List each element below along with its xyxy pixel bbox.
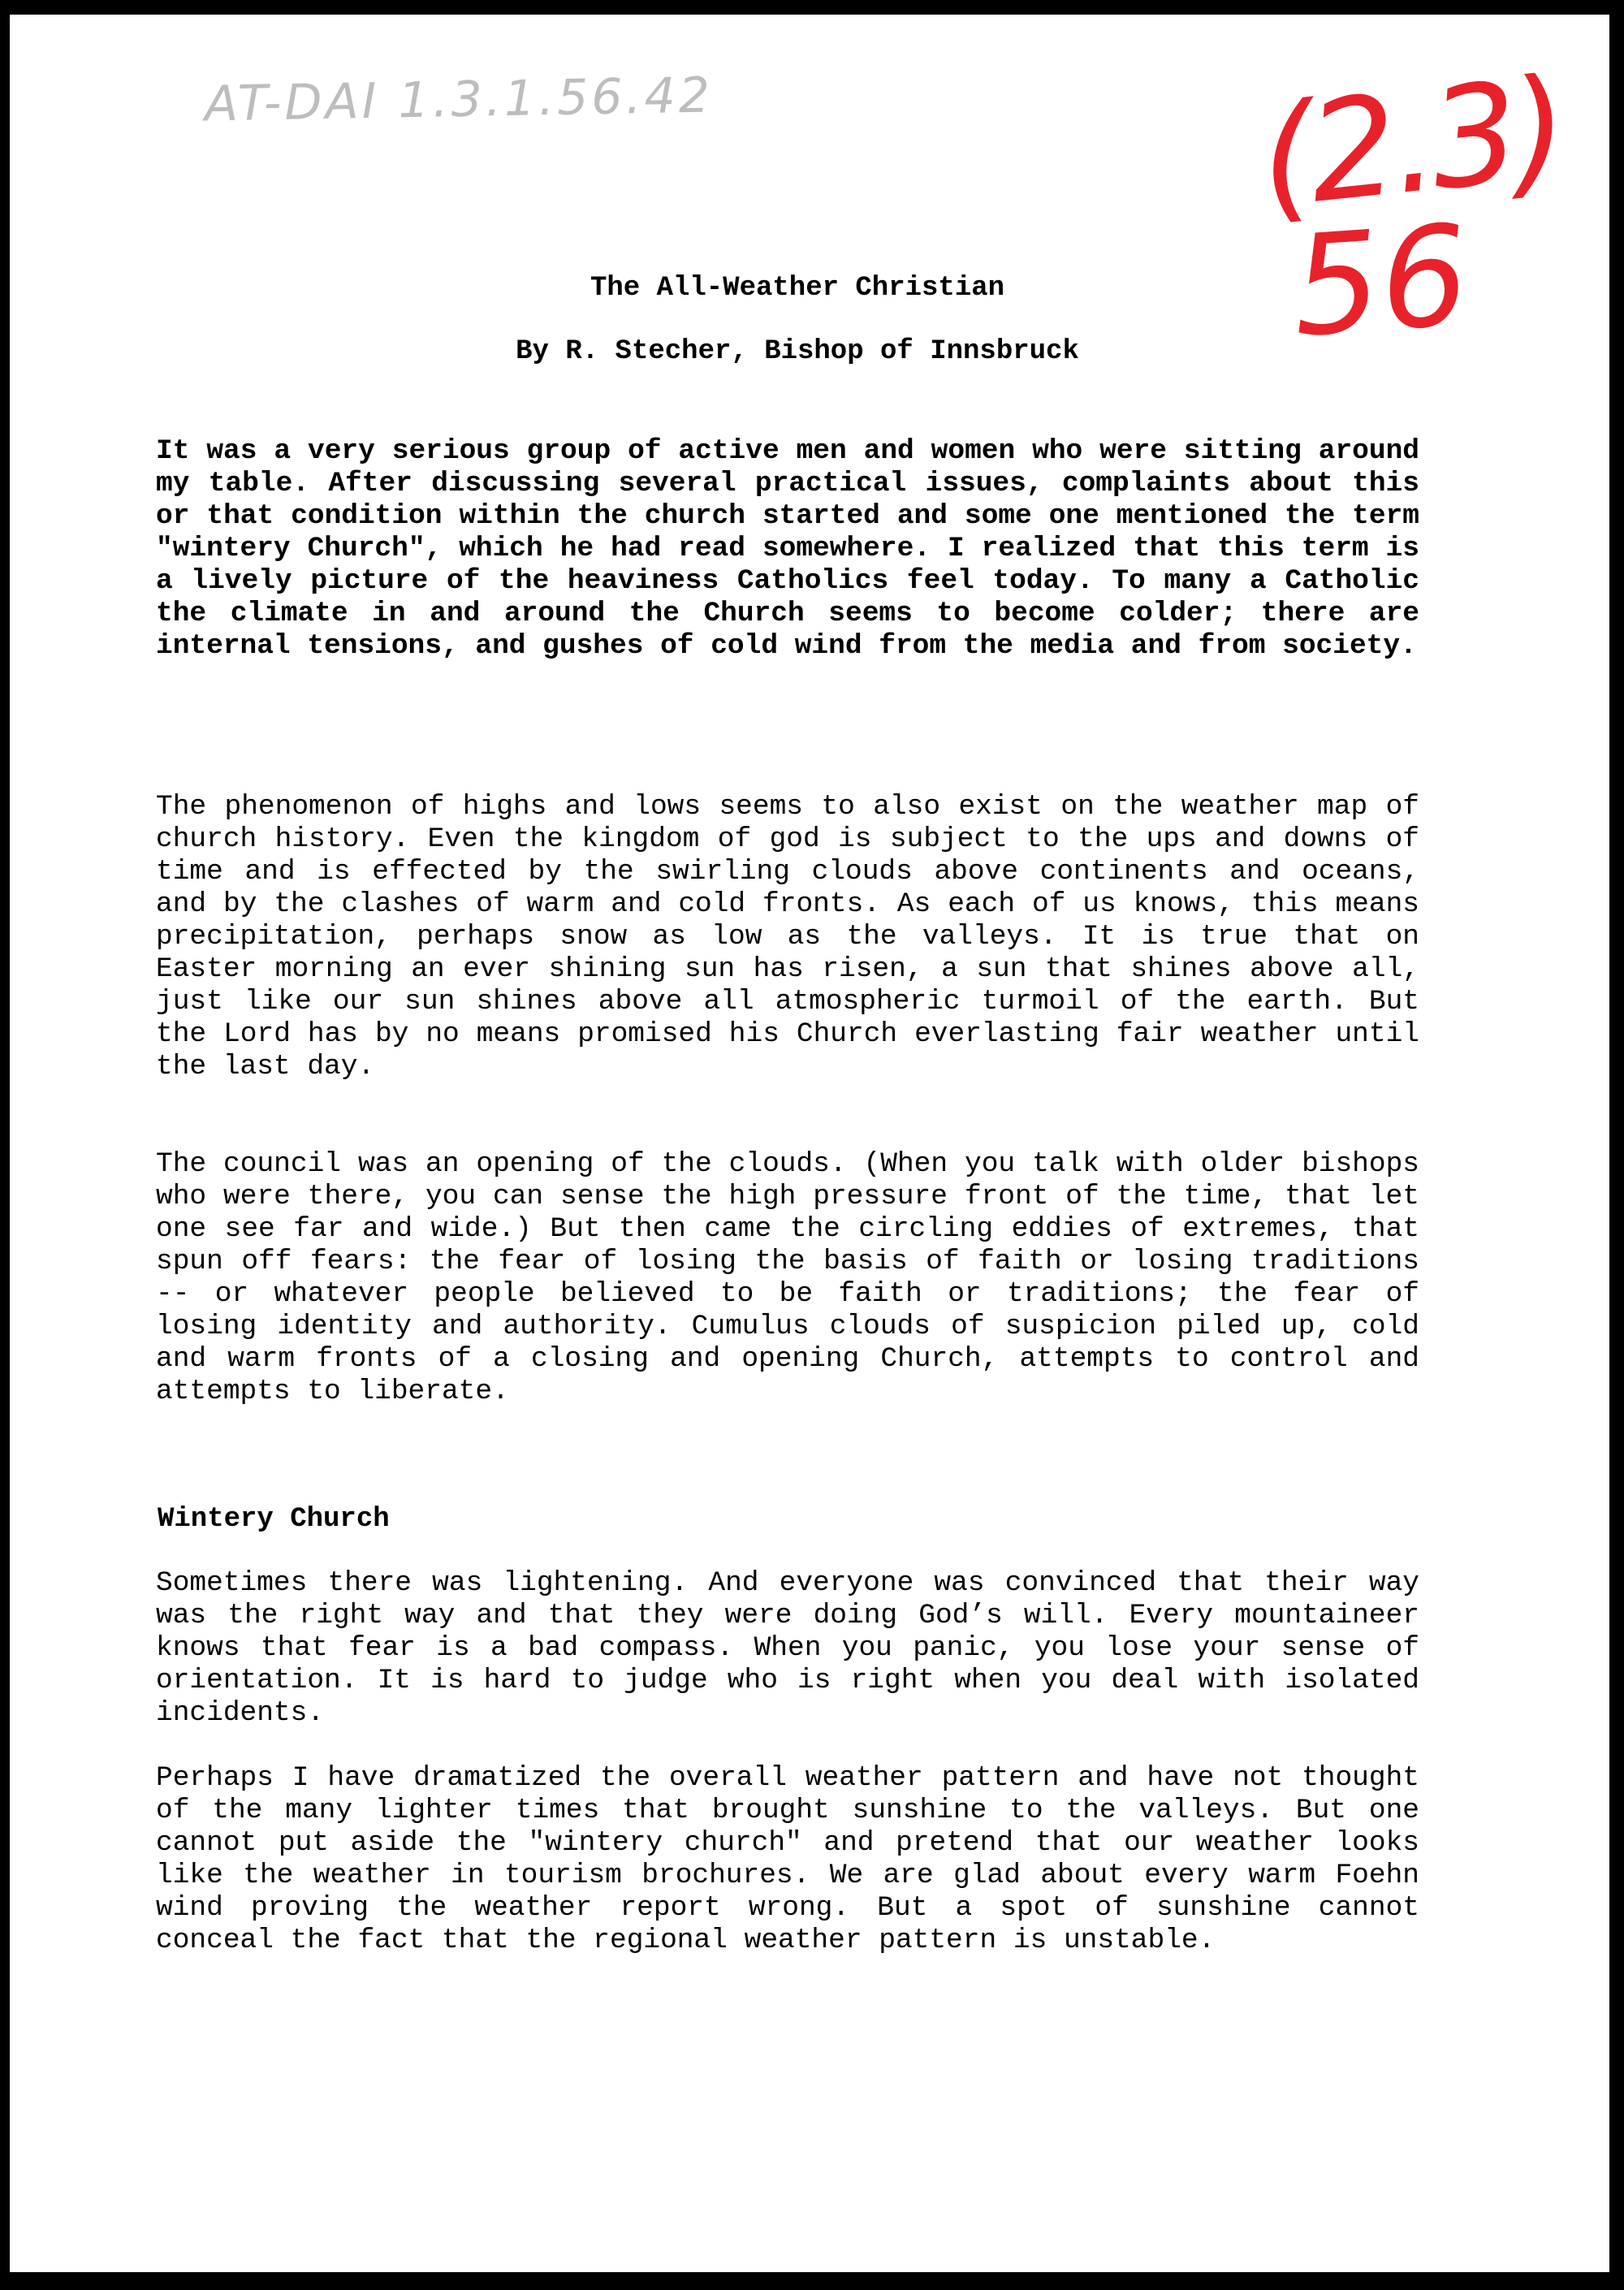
document-title: The All-Weather Christian [590,273,1005,304]
document-page [10,15,1609,2272]
handwritten-mark-bottom: 56 [1287,195,1474,369]
handwritten-mark-top: (2.3) [1252,48,1571,240]
paragraph-intro: It was a very serious group of active men and women who were sitting around my table. After discussing several practical issues, complaints about this or that condition within the church started and some one mentioned the term "wintery Church", which he had read somewhere. I realized that this term is a lively picture of the heaviness Catholics feel today. To many a Catholic the climate in and around the Church seems to become colder; there are internal tensions, and gushes of cold wind from the media and from society. [156,435,1419,662]
archive-reference-stamp: AT-DAI 1.3.1.56.42 [204,67,714,133]
paragraph-council: The council was an opening of the clouds. (When you talk with older bishops who were there, you can sense the high pressure front of the time, that let one see far and wide.) But then came the circling eddies of extremes, that spun off fears: the fear of losing the basis of faith or losing traditions -- or whatever people believed to be faith or traditions; the fear of losing identity and authority. Cumulus clouds of suspicion piled up, cold and warm fronts of a closing and opening Church, attempts to control and attempts to liberate. [156,1148,1419,1407]
paragraph-lightening: Sometimes there was lightening. And everyone was convinced that their way was the right way and that they were doing God’s will. Every mountaineer knows that fear is a bad compass. When you panic, you lose your sense of orientation. It is hard to judge who is right when you deal with isolated incidents. [156,1567,1419,1729]
section-heading: Wintery Church [158,1504,390,1535]
paragraph-weather-pattern: Perhaps I have dramatized the overall weather pattern and have not thought of the many lighter times that brought sunshine to the valleys. But one cannot put aside the "wintery church" and pretend that our weather looks like the weather in tourism brochures. We are glad about every warm Foehn wind proving the weather report wrong. But a spot of sunshine cannot conceal the fact that the regional weather pattern is unstable. [156,1762,1419,1956]
document-byline: By R. Stecher, Bishop of Innsbruck [516,336,1079,367]
paragraph-weather-map: The phenomenon of highs and lows seems to also exist on the weather map of church history. Even the kingdom of god is subject to the ups and downs of time and is effected by the swirling clouds above continents and oceans, and by the clashes of warm and cold fronts. As each of us knows, this means precipitation, perhaps snow as low as the valleys. It is true that on Easter morning an ever shining sun has risen, a sun that shines above all, just like our sun shines above all atmospheric turmoil of the earth. But the Lord has by no means promised his Church everlasting fair weather until the last day. [156,791,1419,1082]
